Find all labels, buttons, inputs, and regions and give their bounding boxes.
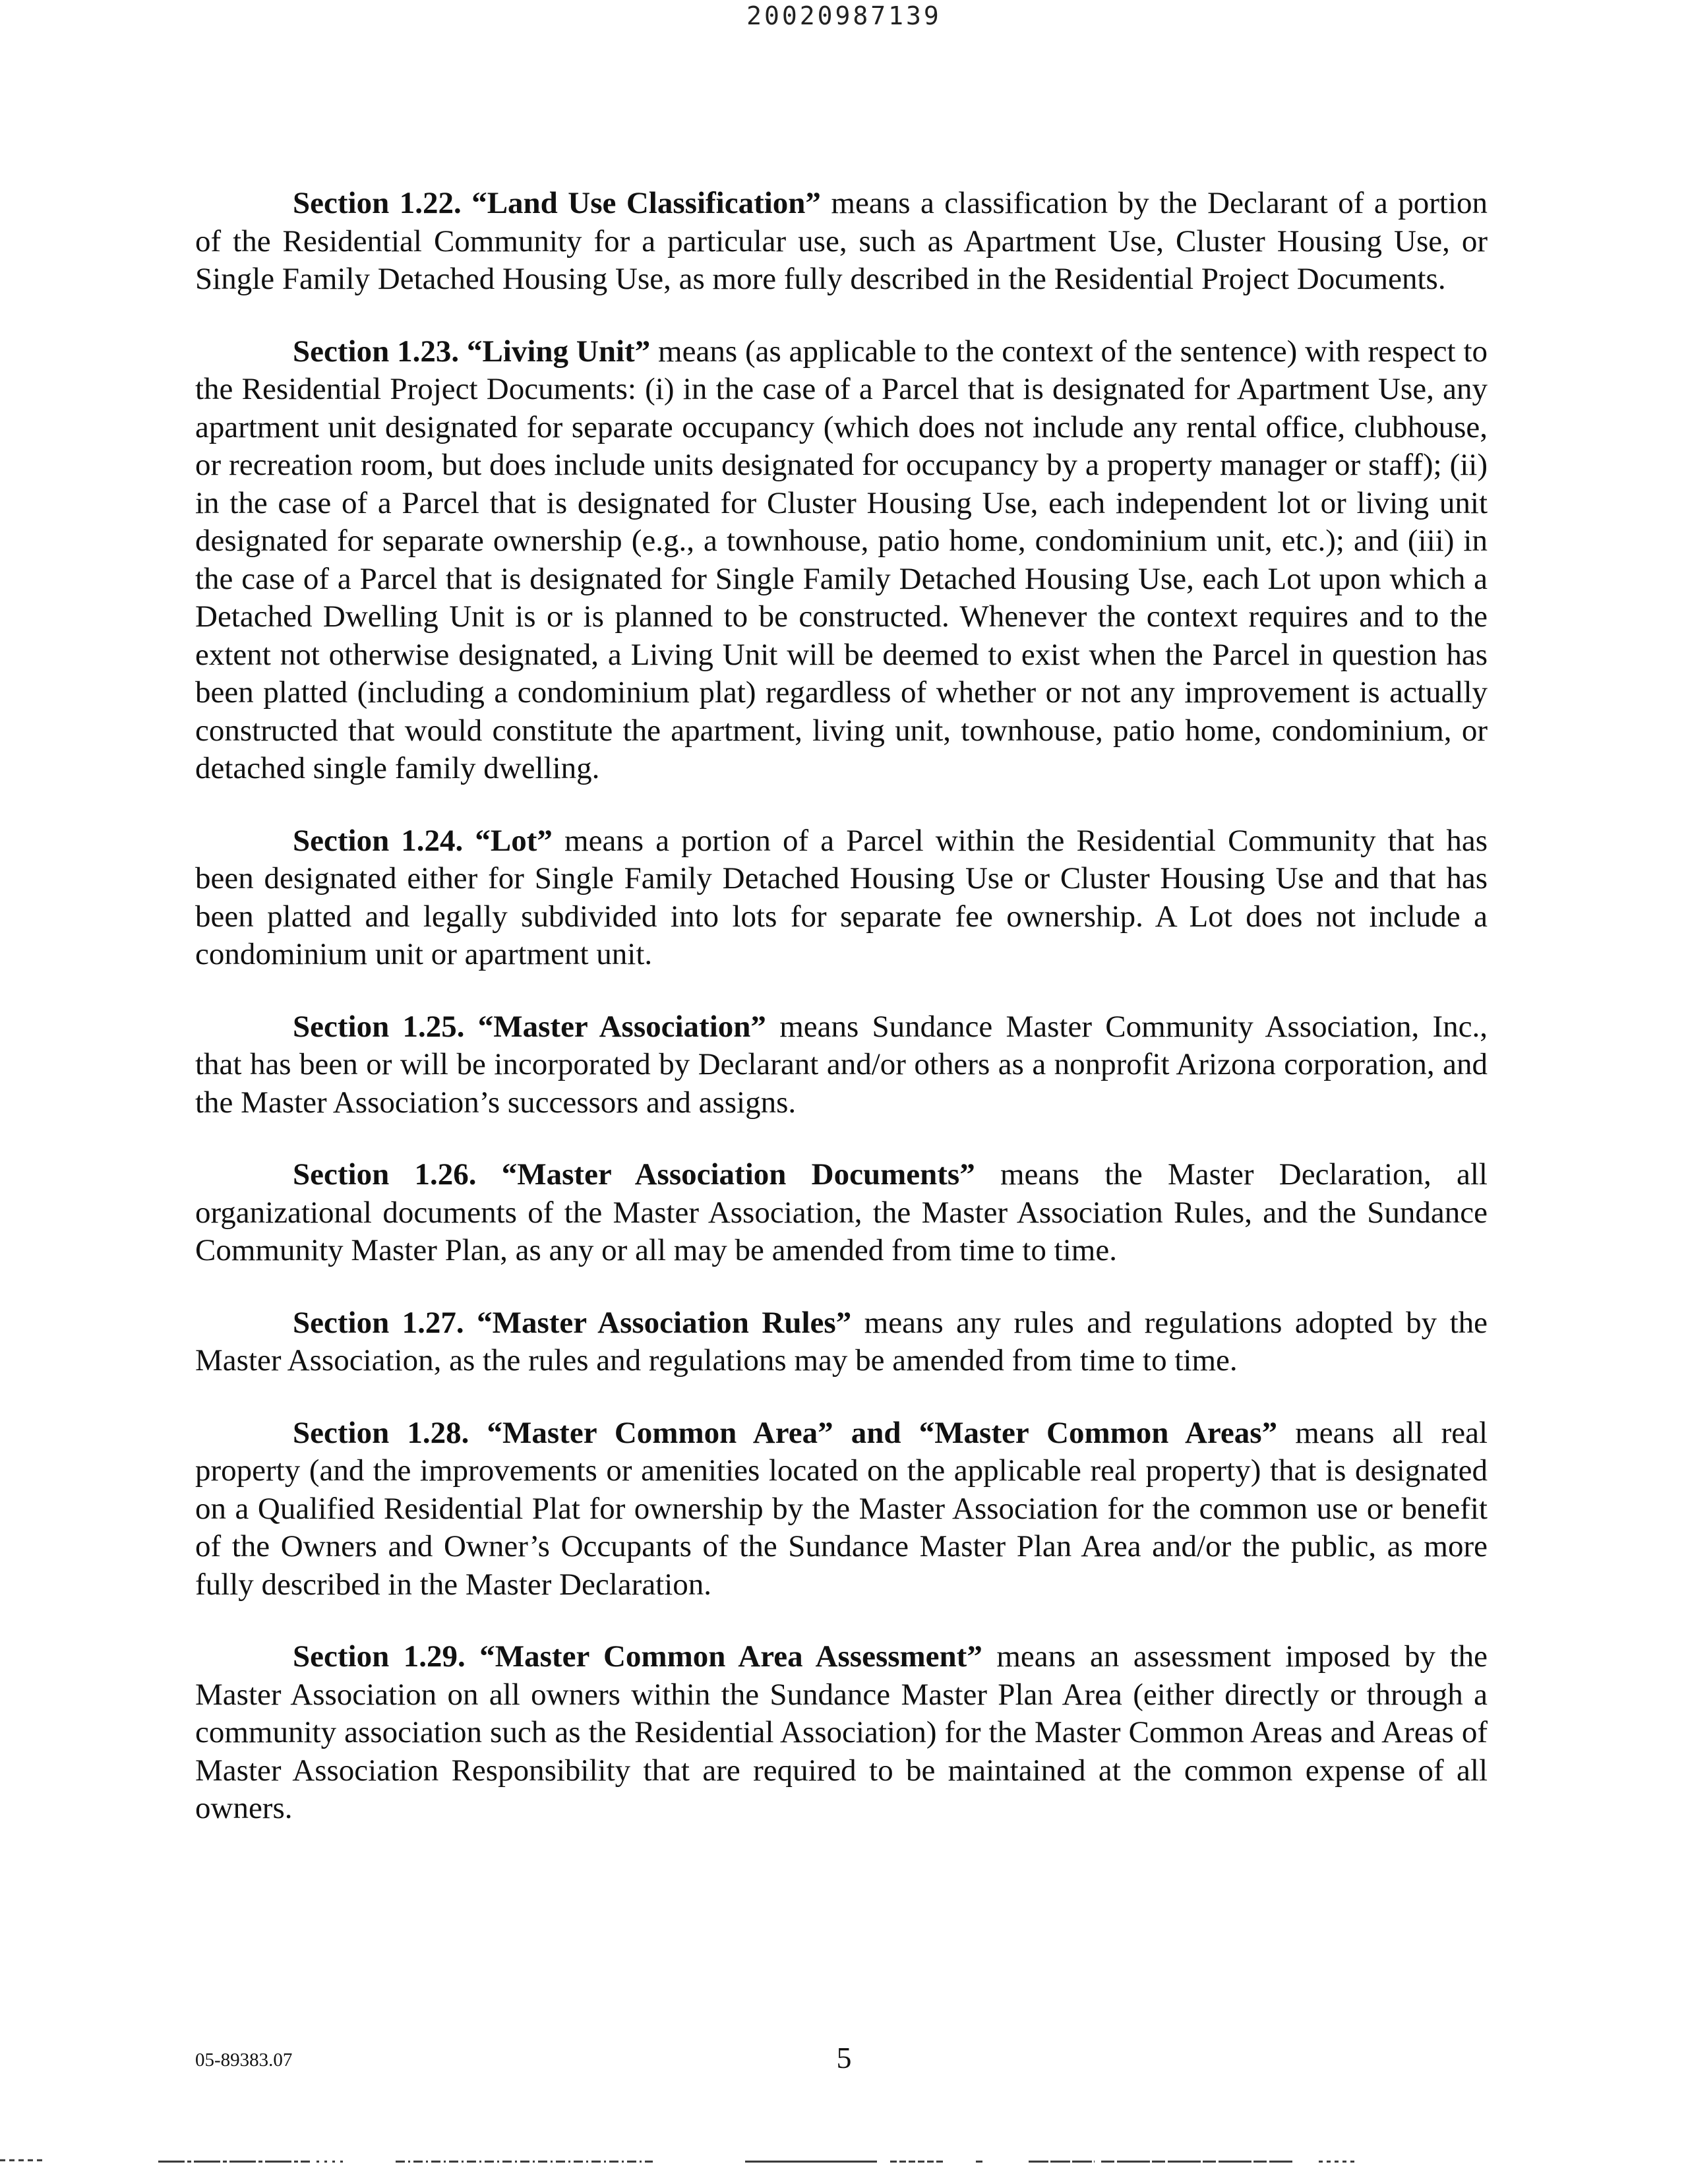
defined-term: “Master Common Area” and “Master Common Areas”: [487, 1415, 1278, 1450]
defined-term: “Lot”: [475, 823, 553, 858]
section-text: means the Master Declaration, all organizational documents of the Master Association, the Master Association Rules, and the Sundance Community Master Plan, as any or all may be amended from time to time.: [195, 1157, 1488, 1267]
page-number: 5: [836, 2041, 852, 2075]
section-text: means any rules and regulations adopted by the Master Association, as the rules and regulations may be amended from time to time.: [195, 1305, 1488, 1378]
section-1-25: [195, 1008, 1488, 1122]
section-text: means (as applicable to the context of the sentence) with respect to the Residential Project Documents: (i) in the case of a Parcel that is designated for Apartment Use, any apartment unit designated for separate occupancy (which does not include any rental office, clubhouse, or recreation room, but does include units designated for occupancy by a property manager or staff); (ii) in the case of a Parcel that is designated for Cluster Housing Use, each independent lot or living unit designated for separate ownership (e.g., a townhouse, patio home, condominium unit, etc.); and (iii) in the case of a Parcel that is designated for Single Family Detached Housing Use, each Lot upon which a Detached Dwelling Unit is or is planned to be constructed. Whenever the context requires and to the extent not otherwise designated, a Living Unit will be deemed to exist when the Parcel in question has been platted (including a condominium plat) regardless of whether or not any improvement is actually constructed that would constitute the apartment, living unit, townhouse, patio home, condominium, or detached single family dwelling.: [195, 334, 1488, 785]
section-1-23: [195, 333, 1488, 788]
section-1-22: [195, 185, 1488, 299]
scan-artifact-lines: [0, 2156, 1688, 2169]
section-number: Section 1.23.: [293, 334, 460, 369]
section-number: Section 1.27.: [293, 1305, 464, 1340]
defined-term: “Master Association Rules”: [477, 1305, 852, 1340]
section-1-26: [195, 1156, 1488, 1270]
defined-term: “Master Association”: [477, 1009, 766, 1044]
section-text: means a classification by the Declarant of a portion of the Residential Community for a particular use, such as Apartment Use, Cluster Housing Use, or Single Family Detached Housing Use, as more fully described in the Residential Project Documents.: [195, 186, 1488, 296]
section-number: Section 1.25.: [293, 1009, 465, 1044]
section-text: means all real property (and the improvements or amenities located on the applicable real property) that is designated on a Qualified Residential Plat for ownership by the Master Association for the common use or benefit of the Owners and Owner’s Occupants of the Sundance Master Plan Area and/or the public, as more fully described in the Master Declaration.: [195, 1415, 1488, 1602]
defined-term: “Living Unit”: [466, 334, 651, 369]
section-number: Section 1.28.: [293, 1415, 469, 1450]
section-1-28: [195, 1414, 1488, 1604]
footer-document-code: 05-89383.07: [195, 2049, 293, 2071]
section-text: means a portion of a Parcel within the Residential Community that has been designated either for Single Family Detached Housing Use or Cluster Housing Use and that has been platted and legally subdivided into lots for separate fee ownership. A Lot does not include a condominium unit or apartment unit.: [195, 823, 1488, 971]
document-body: [195, 185, 1488, 1862]
section-1-27: [195, 1304, 1488, 1380]
defined-term: “Land Use Classification”: [471, 186, 821, 220]
defined-term: “Master Association Documents”: [501, 1157, 975, 1192]
section-1-29: [195, 1638, 1488, 1828]
document-number: 20020987139: [746, 1, 942, 30]
section-text: means Sundance Master Community Association, Inc., that has been or will be incorporated by Declarant and/or others as a nonprofit Arizona corporation, and the Master Association’s successors and assigns.: [195, 1009, 1488, 1120]
section-text: means an assessment imposed by the Master Association on all owners within the Sundance Master Plan Area (either directly or through a community association such as the Residential Association) for the Master Common Areas and Areas of Master Association Responsibility that are required to be maintained at the common expense of all owners.: [195, 1639, 1488, 1825]
section-number: Section 1.29.: [293, 1639, 466, 1674]
section-number: Section 1.22.: [293, 186, 462, 220]
section-number: Section 1.26.: [293, 1157, 477, 1192]
section-number: Section 1.24.: [293, 823, 464, 858]
defined-term: “Master Common Area Assessment”: [479, 1639, 982, 1674]
section-1-24: [195, 822, 1488, 974]
